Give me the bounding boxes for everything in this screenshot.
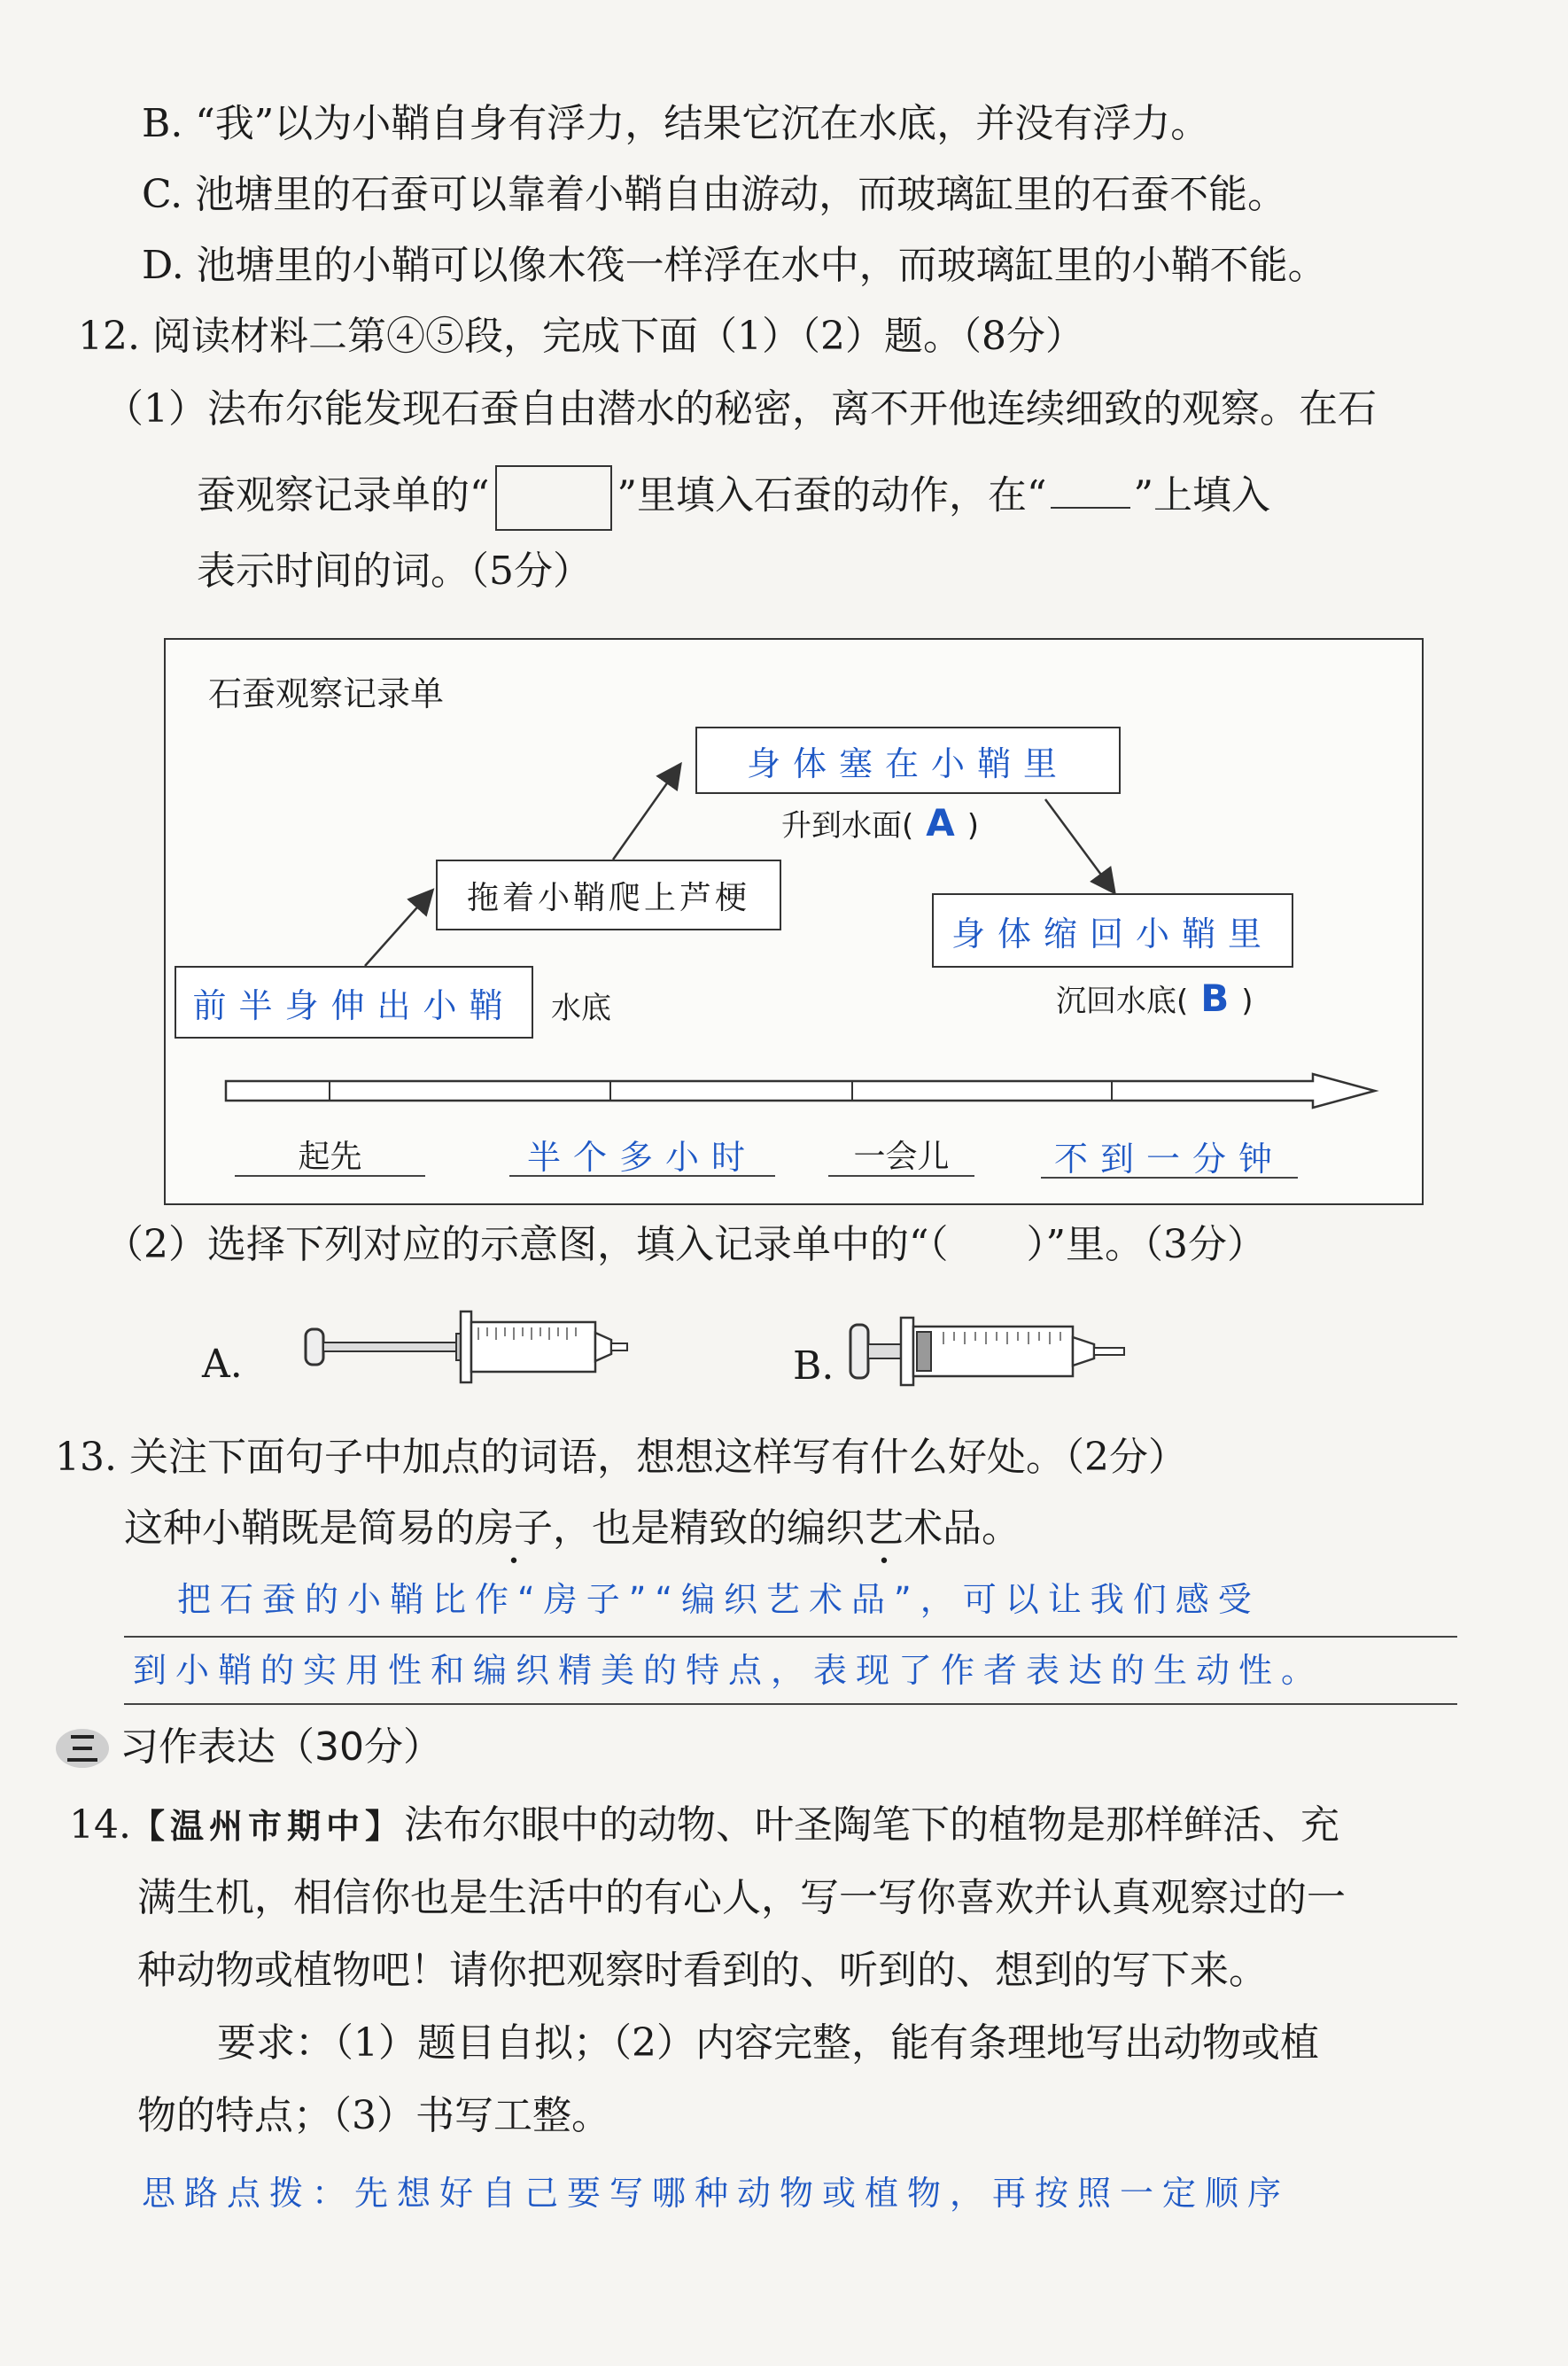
timeline-arrow [226, 1074, 1375, 1108]
q13-stem: 13. 关注下面句子中加点的词语，想想这样写有什么好处。（2分） [55, 1435, 1187, 1480]
q13-sentence [124, 1502, 1021, 1555]
q12-part1-line2 [197, 465, 1270, 531]
time-line-3 [828, 1175, 974, 1177]
q14-requirements: 要求：（1）题目自拟；（2）内容完整，能有条理地写出动物或植 [217, 2020, 1319, 2066]
step2-box [436, 860, 781, 930]
q12-part1-text-a: 蚕观察记录单的“ [197, 472, 490, 518]
arrow-step1-to-step2 [365, 891, 431, 966]
step3-text: 身体塞在小鞘里 [746, 743, 1069, 783]
arrow-step2-to-step3 [613, 766, 679, 860]
note-up [781, 801, 979, 844]
section-three-icon [55, 1726, 110, 1771]
option-b-label: B. [793, 1343, 834, 1389]
q11-option-d: D. 池塘里的小鞘可以像木筏一样浮在水中，而玻璃缸里的小鞘不能。 [142, 243, 1327, 288]
q12-part1-line3: 表示时间的词。（5分） [197, 549, 592, 594]
note-down-close: ) [1241, 984, 1254, 1019]
q13-sentence-a: 这种小鞘既是简易的 [124, 1506, 475, 1551]
option-a-label: A. [202, 1342, 243, 1387]
syringe-a-diagram [301, 1303, 629, 1391]
section-three-title: 习作表达（30分） [120, 1724, 442, 1770]
blank-line-sample [1051, 471, 1130, 509]
q13-sentence-b: ，也是精致的 [553, 1506, 787, 1551]
q14-requirements-cont: 物的特点；（3）书写工整。 [137, 2093, 610, 2138]
note-up-close: ) [966, 808, 980, 844]
q13-answer-line1: 把石蚕的小鞘比作“房子”“编织艺术品”，可以让我们感受 [177, 1580, 1261, 1619]
step2-text: 拖着小鞘爬上芦梗 [466, 879, 750, 916]
q14-line3: 种动物或植物吧！请你把观察时看到的、听到的、想到的写下来。 [137, 1948, 1268, 1993]
record-title: 石蚕观察记录单 [208, 674, 445, 713]
time-line-4 [1041, 1177, 1298, 1179]
blank-box-sample [495, 465, 612, 531]
note-down [1056, 977, 1254, 1020]
answer-down: B [1200, 977, 1230, 1020]
q13-answer-rule2 [124, 1703, 1457, 1705]
step1-text: 前半身伸出小鞘 [192, 985, 516, 1025]
q12-part2: （2）选择下列对应的示意图，填入记录单中的“（ ）”里。（3分） [105, 1222, 1266, 1267]
q14-number: 14. [69, 1802, 131, 1848]
q11-option-b: B. “我”以为小鞘自身有浮力，结果它沉在水底，并没有浮力。 [142, 101, 1210, 146]
q14-hint: 思路点拨：先想好自己要写哪种动物或植物，再按照一定顺序 [142, 2174, 1291, 2213]
observation-record-sheet [164, 638, 1424, 1205]
q13-dotted-word-1: 房子 [475, 1506, 553, 1551]
time-word-3: 一会儿 [853, 1139, 950, 1175]
q13-answer-rule1 [124, 1636, 1457, 1638]
note-bottom: 水底 [551, 991, 611, 1026]
q12-part1-line1: （1）法布尔能发现石蚕自由潜水的秘密，离不开他连续细致的观察。在石 [105, 386, 1377, 432]
time-word-4: 不到一分钟 [1053, 1140, 1285, 1179]
time-line-1 [235, 1175, 425, 1177]
q14-line1 [69, 1799, 1339, 1853]
note-up-label: 升到水面( [781, 808, 914, 844]
step4-box [932, 893, 1293, 968]
q14-source-tag: 【温州市期中】 [130, 1807, 404, 1846]
q12-part1-text-b: ”里填入石蚕的动作，在“ [617, 472, 1047, 518]
q12-part1-text-c: ”上填入 [1133, 472, 1270, 518]
q12-stem: 12. 阅读材料二第④⑤段，完成下面（1）（2）题。（8分） [78, 314, 1084, 359]
step1-box [175, 966, 533, 1039]
q14-line1-text: 法布尔眼中的动物、叶圣陶笔下的植物是那样鲜活、充 [404, 1802, 1339, 1848]
time-word-1: 起先 [298, 1139, 362, 1175]
syringe-b-diagram [846, 1307, 1138, 1396]
step3-box [695, 727, 1121, 794]
q13-dotted-word-2: 编织艺术品 • [787, 1506, 982, 1551]
q13-answer-line2: 到小鞘的实用性和编织精美的特点，表现了作者表达的生动性。 [133, 1651, 1324, 1690]
time-line-2 [509, 1175, 775, 1177]
step4-text: 身体缩回小鞘里 [951, 914, 1274, 953]
q13-sentence-c: 。 [982, 1506, 1021, 1551]
q14-line2: 满生机，相信你也是生活中的有心人，写一写你喜欢并认真观察过的一 [137, 1875, 1346, 1920]
arrow-step3-to-step4 [1045, 799, 1114, 891]
time-word-2: 半个多小时 [526, 1138, 757, 1177]
answer-up: A [926, 801, 955, 844]
q11-option-c: C. 池塘里的石蚕可以靠着小鞘自由游动，而玻璃缸里的石蚕不能。 [142, 172, 1287, 217]
note-down-label: 沉回水底( [1056, 984, 1189, 1019]
